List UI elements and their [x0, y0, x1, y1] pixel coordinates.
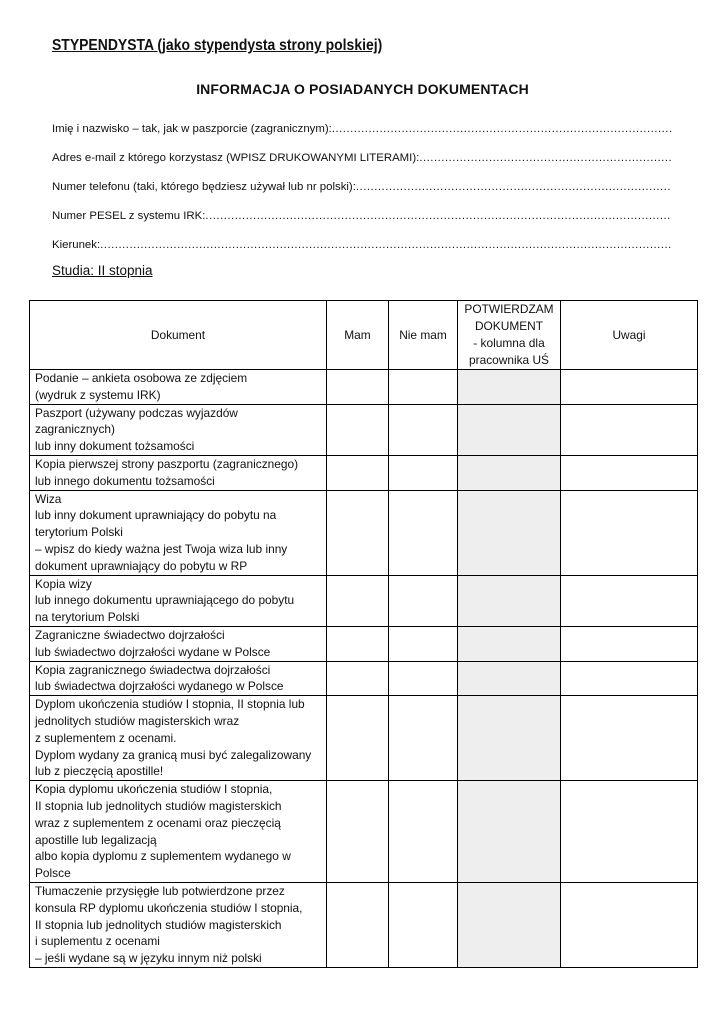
document-name-line: Dyplom ukończenia studiów I stopnia, II stopnia lub: [35, 697, 305, 712]
document-name-line: albo kopia dyplomu z suplementem wydanego w: [35, 849, 291, 864]
document-name-cell: [30, 882, 327, 967]
nie-mam-checkbox-cell[interactable]: [389, 781, 458, 883]
mam-checkbox-cell[interactable]: [327, 490, 389, 575]
header-dokument: Dokument: [30, 301, 327, 370]
header-mam: Mam: [327, 301, 389, 370]
table-row: [30, 882, 698, 967]
field-pesel-dotted-line[interactable]: [205, 210, 672, 226]
uwagi-cell[interactable]: [561, 404, 698, 455]
uwagi-cell[interactable]: [561, 781, 698, 883]
potwierdzam-cell[interactable]: [458, 696, 561, 781]
document-name-line: na terytorium Polski: [35, 610, 140, 625]
mam-checkbox-cell[interactable]: [327, 661, 389, 696]
table-row: [30, 781, 698, 883]
document-name-line: lub inny dokument tożsamości: [35, 439, 195, 454]
mam-checkbox-cell[interactable]: [327, 882, 389, 967]
potwierdzam-cell[interactable]: [458, 882, 561, 967]
header-uwagi: Uwagi: [561, 301, 698, 370]
document-name-line: Kopia wizy: [35, 576, 92, 591]
study-level: Studia: II stopnia: [52, 263, 153, 278]
document-name-cell: [30, 370, 327, 405]
nie-mam-checkbox-cell[interactable]: [389, 661, 458, 696]
document-name-line: lub innego dokumentu uprawniającego do pobytu: [35, 593, 295, 608]
document-name-line: jednolitych studiów magisterskich wraz: [35, 713, 240, 728]
mam-checkbox-cell[interactable]: [327, 370, 389, 405]
field-email-label: Adres e-mail z którego korzystasz (WPISZ DRUKOWANYMI LITERAMI):: [52, 152, 420, 164]
potwierdzam-cell[interactable]: [458, 490, 561, 575]
field-kierunek-label: Kierunek:: [52, 239, 101, 251]
document-name-cell: [30, 626, 327, 661]
field-phone-label: Numer telefonu (taki, którego będziesz używał lub nr polski):: [52, 181, 356, 193]
potwierdzam-cell[interactable]: [458, 404, 561, 455]
document-name-cell: [30, 404, 327, 455]
table-row: [30, 370, 698, 405]
mam-checkbox-cell[interactable]: [327, 626, 389, 661]
table-row: [30, 490, 698, 575]
document-name-line: – jeśli wydane są w języku innym niż polski: [35, 951, 262, 966]
document-name-line: terytorium Polski: [35, 525, 123, 540]
table-row: [30, 575, 698, 626]
document-name-cell: [30, 696, 327, 781]
field-phone[interactable]: [52, 181, 672, 197]
document-name-line: Dyplom wydany za granicą musi być zalegalizowany: [35, 747, 312, 762]
document-name-line: lub z pieczęcią apostille!: [35, 764, 164, 779]
uwagi-cell[interactable]: [561, 661, 698, 696]
document-name-line: Kopia dyplomu ukończenia studiów I stopnia,: [35, 782, 273, 797]
field-phone-dotted-line[interactable]: [356, 181, 672, 197]
document-name-cell: [30, 575, 327, 626]
document-name-line: Paszport (używany podczas wyjazdów: [35, 405, 238, 420]
document-name-cell: [30, 781, 327, 883]
document-name-cell: [30, 661, 327, 696]
document-name-cell: [30, 455, 327, 490]
document-name-line: Kopia zagranicznego świadectwa dojrzałości: [35, 662, 271, 677]
document-name-line: zagranicznych): [35, 422, 115, 437]
document-name-line: lub innego dokumentu tożsamości: [35, 473, 215, 488]
potwierdzam-cell[interactable]: [458, 455, 561, 490]
nie-mam-checkbox-cell[interactable]: [389, 490, 458, 575]
documents-table: [29, 300, 698, 968]
document-name-line: – wpisz do kiedy ważna jest Twoja wiza lub inny: [35, 541, 288, 556]
heading-scholarship: STYPENDYSTA (jako stypendysta strony polskiej): [52, 37, 383, 54]
page-title: INFORMACJA O POSIADANYCH DOKUMENTACH: [196, 81, 529, 97]
document-name-line: lub świadectwo dojrzałości wydane w Polsce: [35, 644, 271, 659]
uwagi-cell[interactable]: [561, 882, 698, 967]
document-name-line: apostille lub legalizacją: [35, 832, 157, 847]
header-potwierdzam-line: DOKUMENT: [474, 319, 544, 334]
table-row: [30, 455, 698, 490]
field-name-label: Imię i nazwisko – tak, jak w paszporcie (zagranicznym):: [52, 123, 332, 135]
header-potwierdzam-line: - kolumna dla: [473, 336, 545, 350]
field-kierunek-dotted-line[interactable]: [100, 239, 672, 255]
document-name-line: Tłumaczenie przysięgłe lub potwierdzone przez: [35, 883, 285, 898]
mam-checkbox-cell[interactable]: [327, 404, 389, 455]
header-potwierdzam: [458, 301, 561, 370]
document-name-line: Polsce: [35, 866, 71, 881]
potwierdzam-cell[interactable]: [458, 370, 561, 405]
field-pesel-label: Numer PESEL z systemu IRK:: [52, 210, 206, 222]
potwierdzam-cell[interactable]: [458, 781, 561, 883]
uwagi-cell[interactable]: [561, 370, 698, 405]
document-name-line: II stopnia lub jednolitych studiów magisterskich: [35, 798, 282, 813]
field-pesel[interactable]: [52, 210, 672, 226]
document-name-line: z suplementem z ocenami.: [35, 730, 177, 745]
table-header-row: [30, 301, 698, 370]
uwagi-cell[interactable]: [561, 626, 698, 661]
potwierdzam-cell[interactable]: [458, 626, 561, 661]
nie-mam-checkbox-cell[interactable]: [389, 404, 458, 455]
document-name-line: Wiza: [35, 491, 62, 506]
document-name-line: Kopia pierwszej strony paszportu (zagranicznego): [35, 456, 299, 471]
mam-checkbox-cell[interactable]: [327, 575, 389, 626]
document-name-line: wraz z suplementem z ocenami oraz pieczęcią: [35, 815, 281, 830]
field-name-dotted-line[interactable]: [332, 123, 672, 139]
document-name-line: lub świadectwa dojrzałości wydanego w Polsce: [35, 679, 284, 694]
nie-mam-checkbox-cell[interactable]: [389, 696, 458, 781]
mam-checkbox-cell[interactable]: [327, 455, 389, 490]
potwierdzam-cell[interactable]: [458, 661, 561, 696]
header-potwierdzam-line: pracownika UŚ: [469, 352, 549, 367]
document-name-line: lub inny dokument uprawniający do pobytu na: [35, 508, 277, 523]
mam-checkbox-cell[interactable]: [327, 696, 389, 781]
uwagi-cell[interactable]: [561, 490, 698, 575]
nie-mam-checkbox-cell[interactable]: [389, 370, 458, 405]
document-name-line: II stopnia lub jednolitych studiów magisterskich: [35, 917, 282, 932]
field-email[interactable]: [52, 152, 672, 168]
field-email-dotted-line[interactable]: [419, 152, 672, 168]
table-row: [30, 696, 698, 781]
nie-mam-checkbox-cell[interactable]: [389, 882, 458, 967]
table-row: [30, 404, 698, 455]
mam-checkbox-cell[interactable]: [327, 781, 389, 883]
document-name-line: i suplementu z ocenami: [35, 934, 160, 949]
uwagi-cell[interactable]: [561, 696, 698, 781]
table-row: [30, 626, 698, 661]
uwagi-cell[interactable]: [561, 575, 698, 626]
header-potwierdzam-line: POTWIERDZAM: [464, 302, 554, 317]
nie-mam-checkbox-cell[interactable]: [389, 626, 458, 661]
field-name[interactable]: [52, 123, 672, 139]
uwagi-cell[interactable]: [561, 455, 698, 490]
document-name-line: konsula RP dyplomu ukończenia studiów I stopnia,: [35, 900, 303, 915]
document-name-line: (wydruk z systemu IRK): [35, 387, 161, 402]
document-name-line: Zagraniczne świadectwo dojrzałości: [35, 627, 225, 642]
field-kierunek[interactable]: [52, 239, 672, 255]
document-name-cell: [30, 490, 327, 575]
header-nie-mam: Nie mam: [389, 301, 458, 370]
document-name-line: Podanie – ankieta osobowa ze zdjęciem: [35, 371, 248, 385]
document-name-line: dokument uprawniający do pobytu w RP: [35, 558, 248, 573]
nie-mam-checkbox-cell[interactable]: [389, 455, 458, 490]
potwierdzam-cell[interactable]: [458, 575, 561, 626]
table-row: [30, 661, 698, 696]
nie-mam-checkbox-cell[interactable]: [389, 575, 458, 626]
